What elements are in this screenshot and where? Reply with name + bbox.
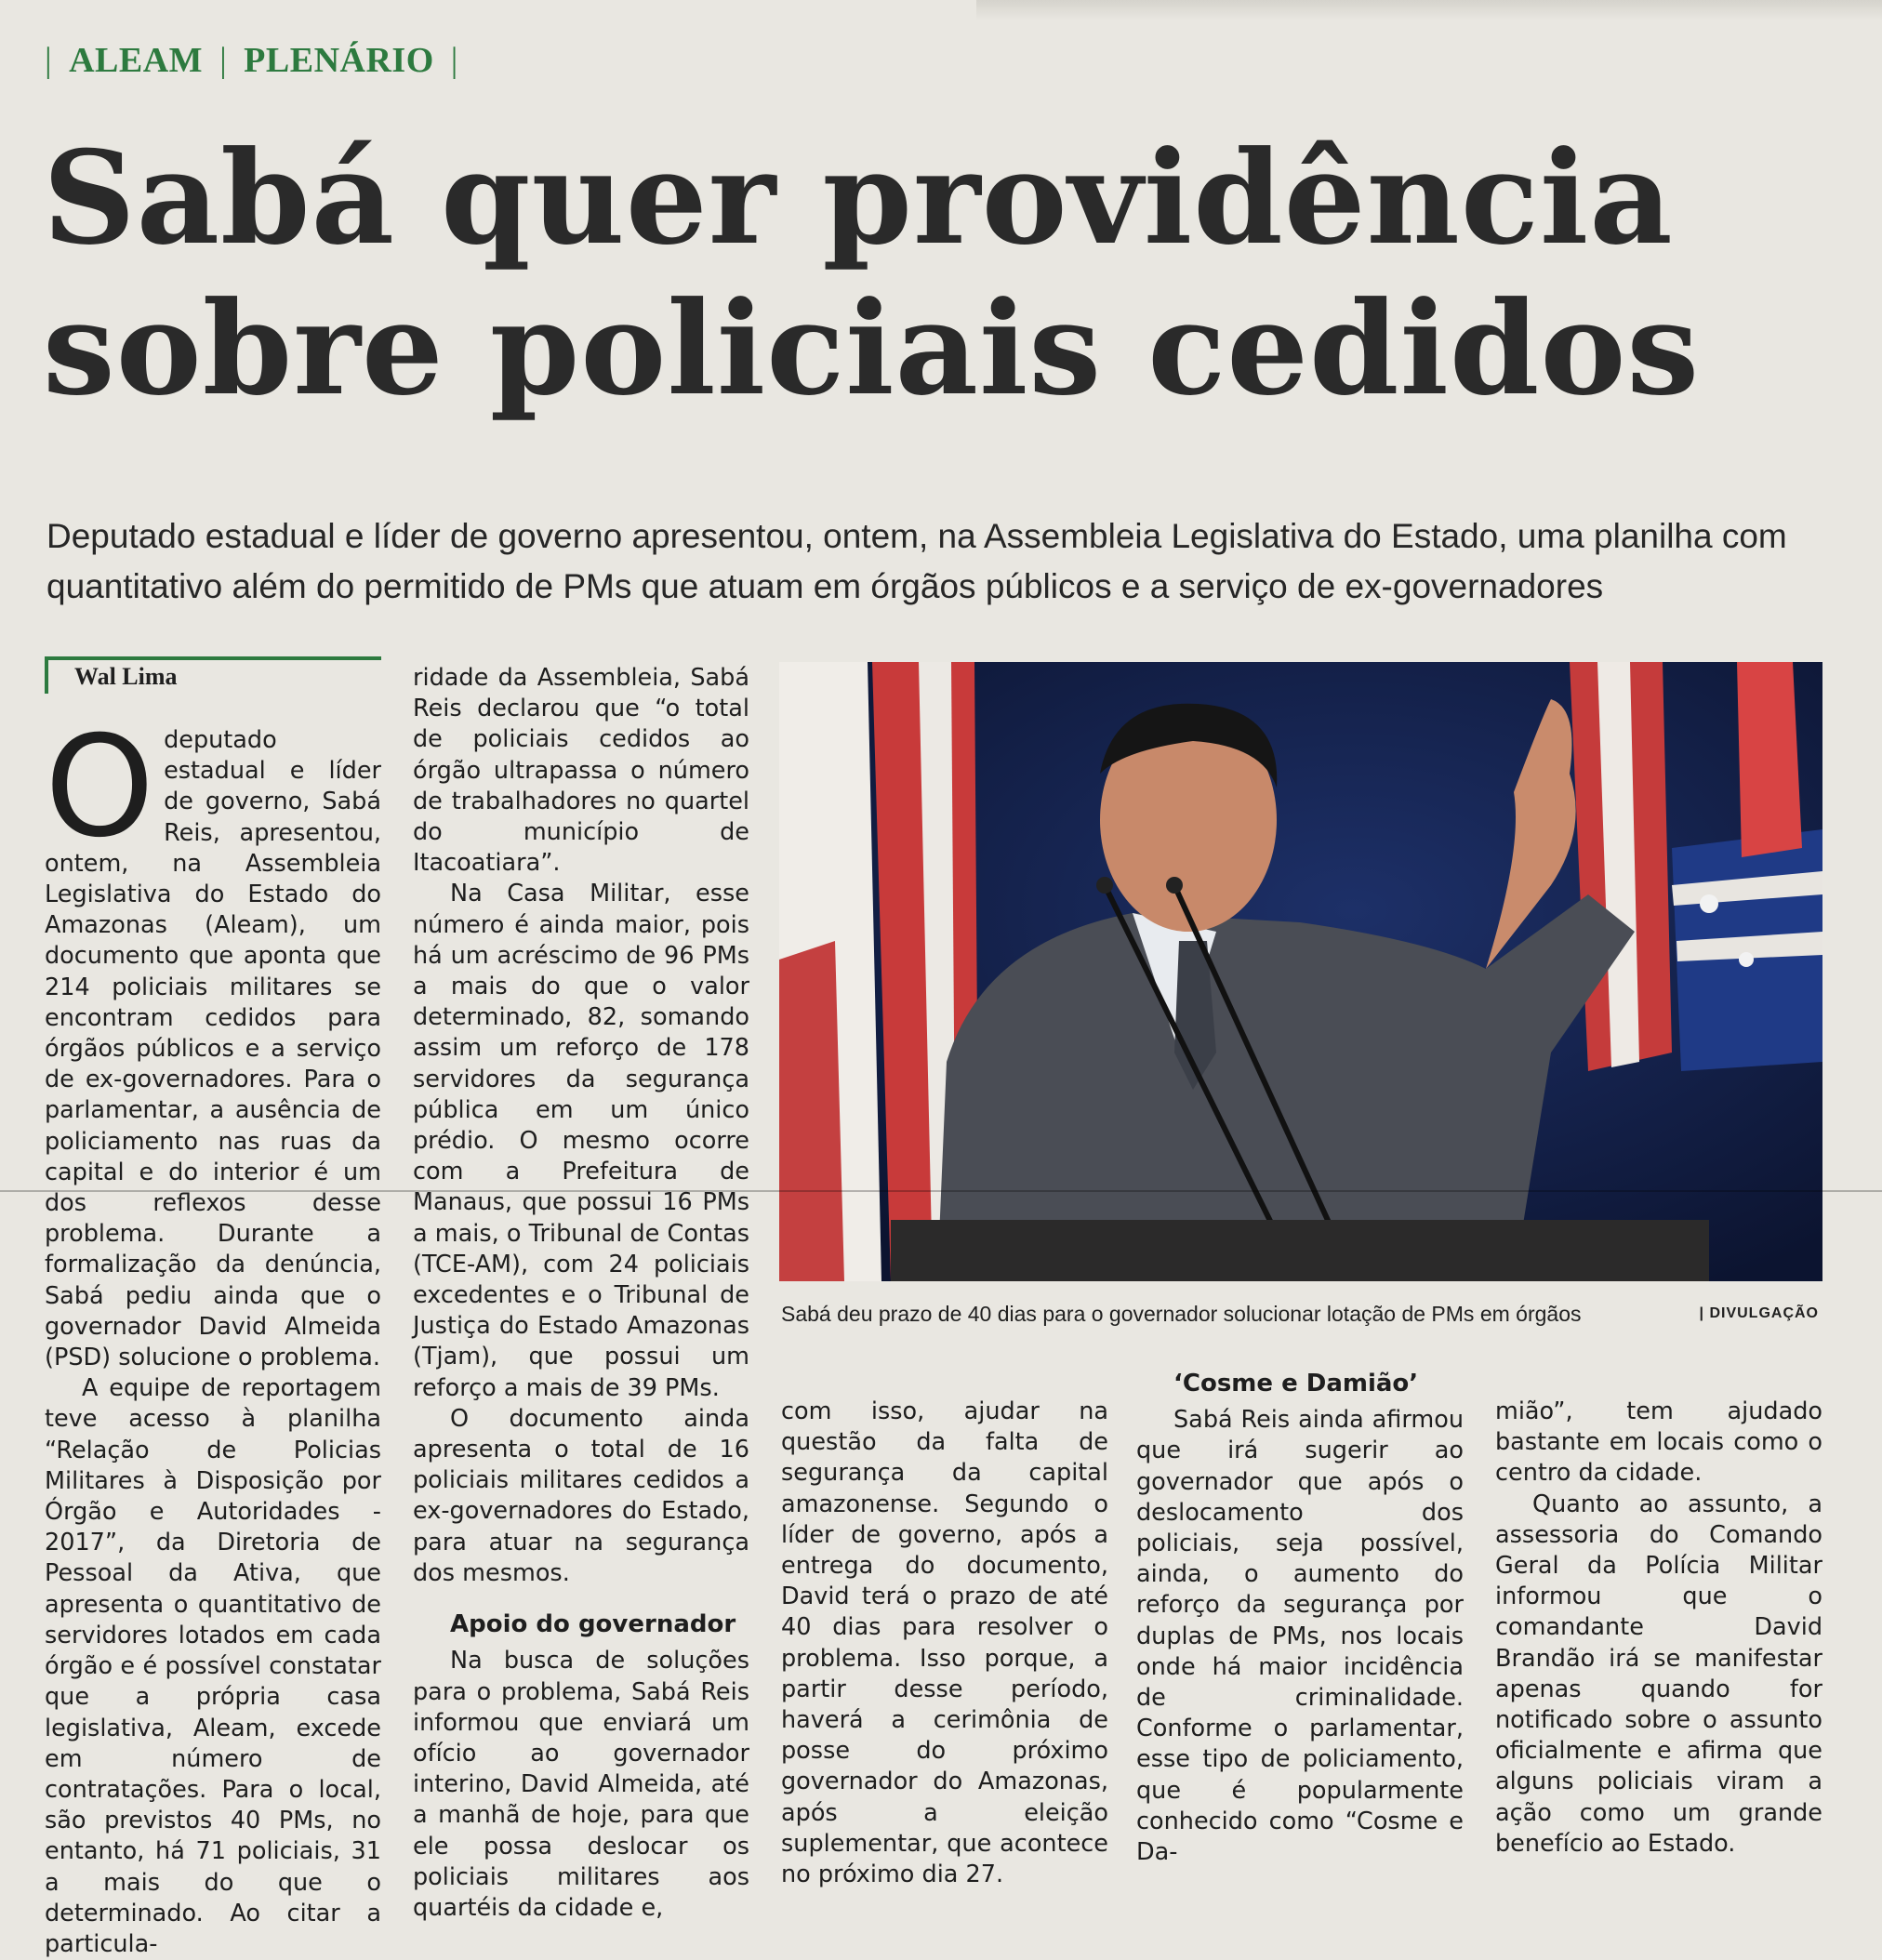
article-photo <box>779 662 1822 1281</box>
section-aleam: ALEAM <box>69 41 204 80</box>
drop-cap: O <box>45 707 155 868</box>
article-paragraph: Quanto ao assunto, a assessoria do Comando Geral da Polícia Militar informou que o comandante David Brandão irá se manifestar apenas quando for notificado sobre o assunto oficialmente e afirma que alguns policiais viram a ação como um grande benefício ao Estado. <box>1495 1490 1822 1858</box>
article-paragraph: Na busca de soluções para o problema, Sabá Reis informou que enviará um ofício ao governador interino, David Almeida, até a manhã de hoje, para que ele possa deslocar os policiais militares aos quartéis da cidade e, <box>413 1647 749 1922</box>
subsection-heading: ‘Cosme e Damião’ <box>1173 1370 1419 1397</box>
headline-line-2: sobre policiais cedidos <box>43 272 1701 424</box>
photo-credit-text: DIVULGAÇÃO <box>1709 1305 1819 1321</box>
section-label <box>45 37 458 84</box>
subsection-heading: Apoio do governador <box>450 1610 736 1639</box>
article-paragraph: Na Casa Militar, esse número é ainda maior, pois há um acréscimo de 96 PMs a mais do que o valor determinado, 82, somando assim um reforço de 178 servidores da segurança pública em um único prédio. O mesmo ocorre com a Prefeitura de Manaus, que possui 16 PMs a mais, o Tribunal de Contas (TCE-AM), com 24 policiais excedentes e o Tribunal de Justiça do Estado Amazonas (Tjam), que possui um reforço a mais de 39 PMs. <box>413 880 749 1402</box>
article-column-3 <box>781 1397 1108 1890</box>
article-column-2 <box>413 663 749 1924</box>
article-paragraph: com isso, ajudar na questão da falta de segurança da capital amazonense. Segundo o líder de governo, após a entrega do documento, David terá o prazo de até 40 dias para resolver o problema. Isso porque, a partir desse período, haverá a cerimônia de posse do próximo governador do Amazonas, após a eleição suplementar, que acontece no próximo dia 27. <box>781 1397 1108 1889</box>
adjacent-page-bleed <box>976 0 1882 20</box>
photo-credit: | DIVULGAÇÃO <box>1699 1305 1819 1321</box>
section-pipe: | <box>450 41 458 80</box>
subheadline: Deputado estadual e líder de governo apresentou, ontem, na Assembleia Legislativa do Estado, uma planilha com quantitativo além do permitido de PMs que atuam em órgãos públicos e a serviço de ex-governadores <box>46 517 1787 605</box>
article-paragraph: O documento ainda apresenta o total de 16 policiais militares cedidos a ex-governadores do Estado, para atuar na segurança dos mesmos. <box>413 1404 749 1587</box>
section-pipe: | <box>219 41 228 80</box>
article-paragraph <box>45 707 381 1373</box>
section-plenario: PLENÁRIO <box>244 41 434 80</box>
byline-tick <box>45 656 48 694</box>
photo-caption: Sabá deu prazo de 40 dias para o governador solucionar lotação de PMs em órgãos <box>781 1302 1582 1326</box>
paragraph-text: deputado estadual e líder de governo, Sabá Reis, apresentou, ontem, na Assembleia Legislativa do Estado do Amazonas (Aleam), um documento que aponta que 214 policiais militares se encontram cedidos para órgãos públicos e a serviço de ex-governadores. Para o parlamentar, a ausência de policiamento nas ruas da capital e do interior é um dos reflexos desse problema. Durante a formalização da denúncia, Sabá pediu ainda que o governador David Almeida (PSD) solucione o problema. <box>45 726 381 1372</box>
page-fold-line <box>0 1190 1882 1192</box>
article-column-4 <box>1136 1369 1464 1868</box>
speaker-at-podium-photo <box>779 662 1822 1281</box>
article-column-1 <box>45 707 381 1960</box>
section-pipe: | <box>45 41 53 80</box>
byline: Wal Lima <box>74 663 178 690</box>
headline-line-1: Sabá quer providência <box>43 122 1674 273</box>
article-paragraph: mião”, tem ajudado bastante em locais como o centro da cidade. <box>1495 1397 1822 1488</box>
article-column-5 <box>1495 1397 1822 1860</box>
byline-rule <box>45 656 381 660</box>
headline <box>43 123 1856 424</box>
article-paragraph: ridade da Assembleia, Sabá Reis declarou que “o total de policiais cedidos ao órgão ultrapassa o número de trabalhadores no quartel do município de Itacoatiara”. <box>413 664 749 878</box>
article-paragraph: A equipe de reportagem teve acesso à planilha “Relação de Policias Militares à Disposição por Órgão e Autoridades - 2017”, da Diretoria de Pessoal da Ativa, que apresenta o quantitativo de servidores lotados em cada órgão e é possível constatar que a própria casa legislativa, Aleam, excede em número de contratações. Para o local, são previstos 40 PMs, no entanto, há 71 policiais, 31 a mais do que o determinado. Ao citar a particula- <box>45 1374 381 1958</box>
article-paragraph: Sabá Reis ainda afirmou que irá sugerir ao governador que após o deslocamento dos policiais, seja possível, ainda, o aumento do reforço da segurança por duplas de PMs, nos locais onde há maior incidência de criminalidade. Conforme o parlamentar, esse tipo de policiamento, que é popularmente conhecido como “Cosme e Da- <box>1136 1406 1464 1867</box>
